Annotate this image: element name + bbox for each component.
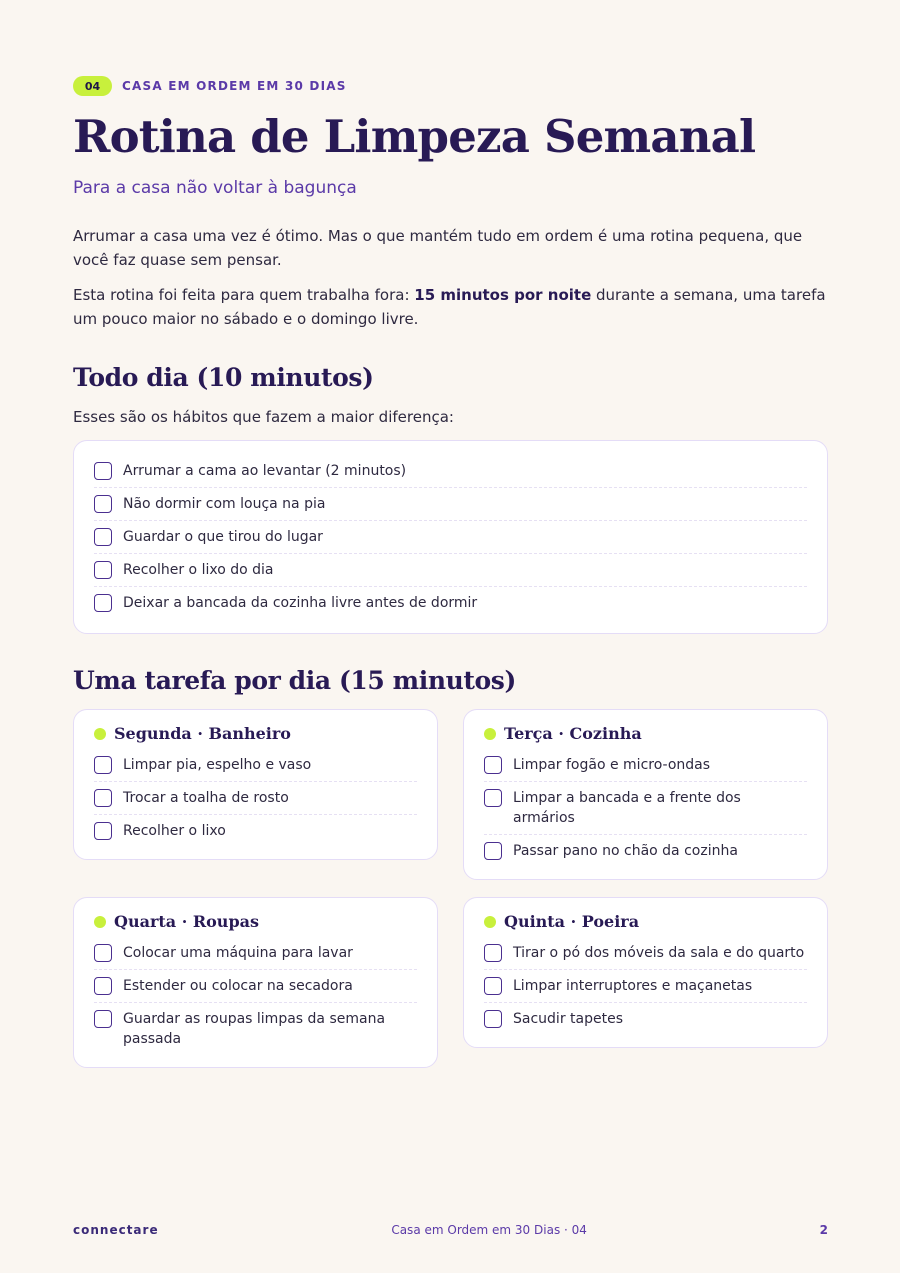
day-card-title xyxy=(94,724,417,743)
checklist-item-label: Não dormir com louça na pia xyxy=(123,496,326,512)
checklist-item xyxy=(484,782,807,835)
bullet-dot-icon xyxy=(484,728,496,740)
checkbox[interactable] xyxy=(94,756,112,774)
intro-paragraph-1: Arrumar a casa uma vez é ótimo. Mas o que mantém tudo em ordem é uma rotina pequena, que você faz quase sem pensar. xyxy=(73,227,803,269)
intro xyxy=(73,224,828,331)
tasks-heading: Uma tarefa por dia (15 minutos) xyxy=(73,666,516,695)
checklist-item xyxy=(94,782,417,815)
checklist-item xyxy=(94,970,417,1003)
checklist-item xyxy=(94,587,807,619)
checklist-item xyxy=(94,455,807,488)
checklist-item-label: Limpar pia, espelho e vaso xyxy=(123,757,312,773)
checklist-item xyxy=(94,749,417,782)
eyebrow xyxy=(73,76,828,96)
checklist-item xyxy=(94,554,807,587)
checklist-item xyxy=(484,1003,807,1035)
checklist-item xyxy=(484,970,807,1003)
bullet-dot-icon xyxy=(484,916,496,928)
checklist-item-label: Trocar a toalha de rosto xyxy=(123,790,289,806)
checklist-item-label: Deixar a bancada da cozinha livre antes de dormir xyxy=(123,595,478,611)
checkbox[interactable] xyxy=(484,1010,502,1028)
page-number: 2 xyxy=(819,1223,828,1237)
day-card-title-text: Quinta · Poeira xyxy=(504,912,640,931)
checklist-item xyxy=(94,815,417,847)
checkbox[interactable] xyxy=(94,822,112,840)
checkbox[interactable] xyxy=(484,789,502,807)
checklist-item-label: Passar pano no chão da cozinha xyxy=(513,843,738,859)
day-card-title-text: Quarta · Roupas xyxy=(114,912,259,931)
checklist-item-label: Limpar interruptores e maçanetas xyxy=(513,978,753,994)
checklist-item-label: Colocar uma máquina para lavar xyxy=(123,945,353,961)
checklist-item xyxy=(94,521,807,554)
intro-text-after: durante a semana, uma tarefa um pouco maior no sábado e o domingo livre. xyxy=(73,286,826,328)
checklist-item-label: Guardar as roupas limpas da semana passada xyxy=(123,1011,386,1047)
page-footer xyxy=(73,1222,828,1238)
bullet-dot-icon xyxy=(94,916,106,928)
checkbox[interactable] xyxy=(94,561,112,579)
eyebrow-label: CASA EM ORDEM EM 30 DIAS xyxy=(122,79,347,93)
page-subtitle: Para a casa não voltar à bagunça xyxy=(73,178,357,198)
checkbox[interactable] xyxy=(94,944,112,962)
checklist-item xyxy=(94,488,807,521)
daily-note: Esses são os hábitos que fazem a maior diferença: xyxy=(73,408,454,426)
checklist-item-label: Recolher o lixo xyxy=(123,823,226,839)
daily-heading: Todo dia (10 minutos) xyxy=(73,363,374,392)
intro-paragraph-2 xyxy=(73,283,828,331)
bullet-dot-icon xyxy=(94,728,106,740)
checkbox[interactable] xyxy=(94,1010,112,1028)
day-card-title xyxy=(484,912,807,931)
day-cards-grid xyxy=(73,709,828,1068)
day-card-segunda xyxy=(73,709,438,860)
intro-highlight: 15 minutos por noite xyxy=(414,286,592,304)
checkbox[interactable] xyxy=(484,977,502,995)
checklist-item-label: Recolher o lixo do dia xyxy=(123,562,274,578)
checklist-item xyxy=(94,937,417,970)
checklist-item xyxy=(484,749,807,782)
checkbox[interactable] xyxy=(94,789,112,807)
checkbox[interactable] xyxy=(484,842,502,860)
day-card-title-text: Terça · Cozinha xyxy=(504,724,642,743)
checkbox[interactable] xyxy=(94,495,112,513)
day-card-terca xyxy=(463,709,828,880)
checklist-item-label: Limpar a bancada e a frente dos armários xyxy=(513,790,741,826)
checklist-item-label: Guardar o que tirou do lugar xyxy=(123,529,323,545)
checkbox[interactable] xyxy=(94,528,112,546)
checkbox[interactable] xyxy=(94,462,112,480)
checklist-item xyxy=(484,835,807,867)
page-content xyxy=(73,76,828,1068)
day-card-title xyxy=(484,724,807,743)
footer-title: Casa em Ordem em 30 Dias · 04 xyxy=(391,1223,587,1237)
checkbox[interactable] xyxy=(484,944,502,962)
checklist-item-label: Sacudir tapetes xyxy=(513,1011,623,1027)
footer-brand: connectare xyxy=(73,1223,159,1237)
checklist-item-label: Tirar o pó dos móveis da sala e do quarto xyxy=(513,945,805,961)
checklist-item-label: Arrumar a cama ao levantar (2 minutos) xyxy=(123,463,407,479)
checkbox[interactable] xyxy=(94,977,112,995)
checklist-item xyxy=(94,1003,417,1055)
intro-text-before: Esta rotina foi feita para quem trabalha fora: xyxy=(73,286,415,304)
daily-checklist-card xyxy=(73,440,828,634)
checkbox[interactable] xyxy=(94,594,112,612)
day-card-title xyxy=(94,912,417,931)
day-card-quarta xyxy=(73,897,438,1068)
day-card-quinta xyxy=(463,897,828,1048)
page-title: Rotina de Limpeza Semanal xyxy=(73,110,756,163)
checklist-item xyxy=(484,937,807,970)
chapter-badge: 04 xyxy=(73,76,112,96)
checklist-item-label: Limpar fogão e micro-ondas xyxy=(513,757,711,773)
day-card-title-text: Segunda · Banheiro xyxy=(114,724,291,743)
checkbox[interactable] xyxy=(484,756,502,774)
checklist-item-label: Estender ou colocar na secadora xyxy=(123,978,353,994)
